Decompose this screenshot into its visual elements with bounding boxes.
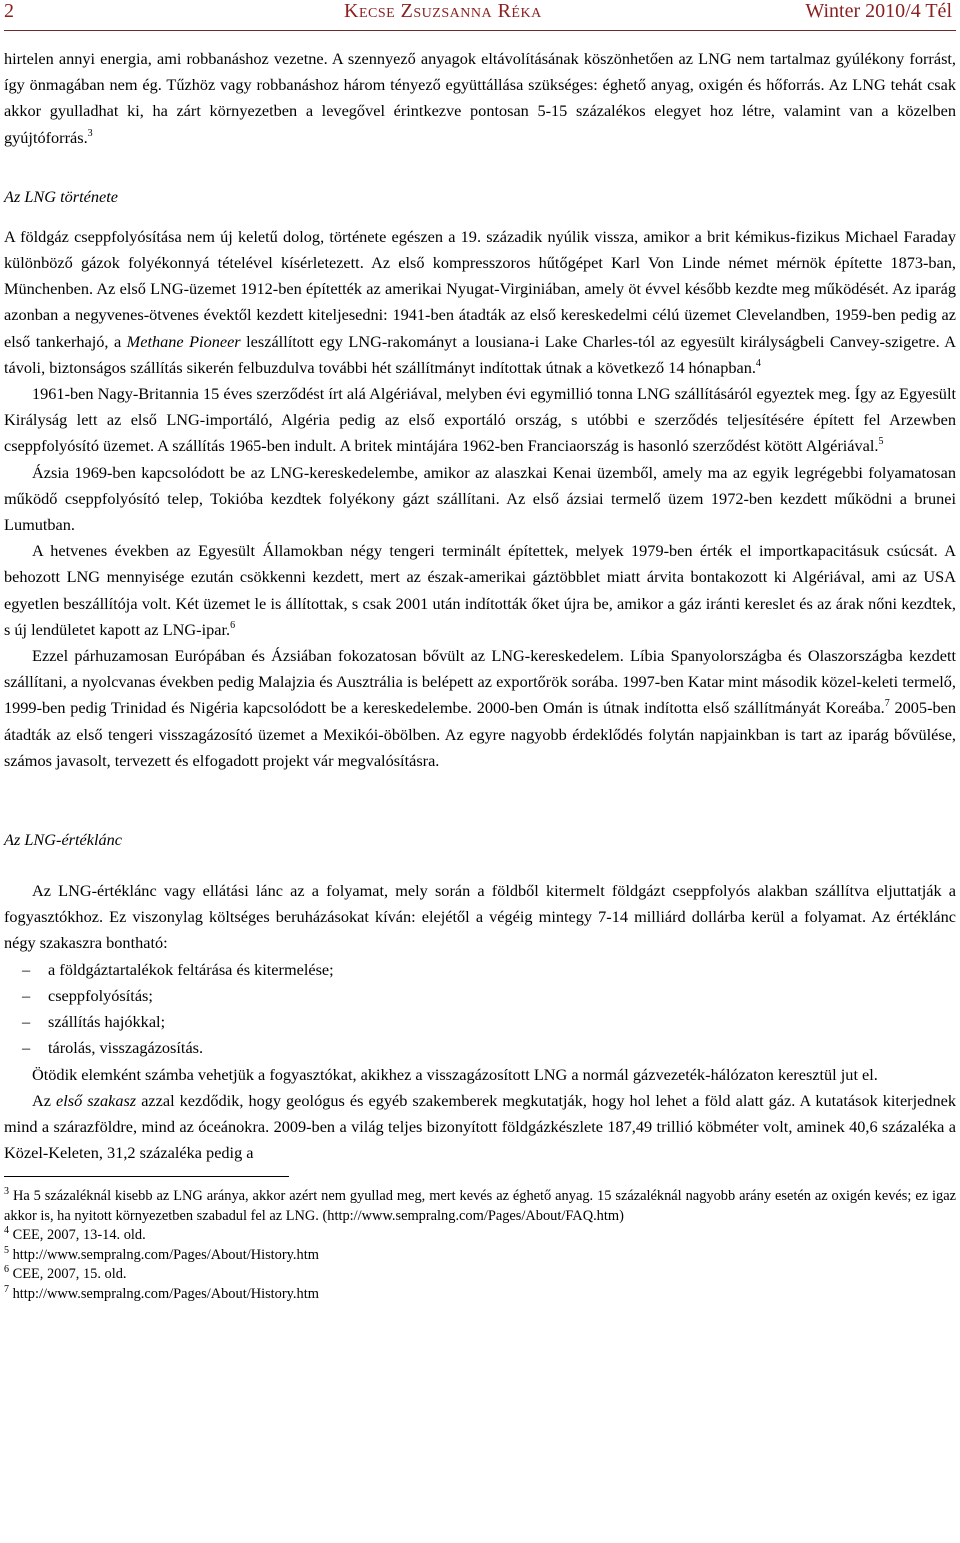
header-rule [4,30,956,31]
list-item: – szállítás hajókkal; [22,1009,956,1035]
value-chain-list [4,957,956,1062]
footnote-3: $^3$ Ha 5 százaléknál kisebb az LNG aránya, akkor azért nem gyullad meg, mert kevés az éghető anyag. 15 százaléknál nagyobb arány esetén az oxigén kevés; ez igaz akkor is, ha nyitott környezetben szabadul fel az LNG. (http://www.sempralng.com/Pages/About/FAQ.htm) [4,1186,956,1224]
footnotes [4,1187,956,1304]
history-paragraph-1: A földgáz cseppfolyósítása nem új keletű dolog, története egészen a 19. századik nyúlik vissza, amikor a brit kémikus-fizikus Michael Faraday különböző gázok folyékonnyá tételével kísérletezett. Az első kompresszoros hűtőgépet Karl Von Linde német mérnök építette 1873-ban, Münchenben. Az első LNG-üzemet 1912-ben építették az amerikai Nyugat-Virginiában, amely öt évvel később kezdte meg működését. Az iparág azonban a negyvenes-ötvenes évektől kezdett kiteljesedni: 1941-ben átadták az első kereskedelmi célú üzemet Clevelandben, 1959-ben pedig az első tankerhajó, a Methane Pioneer leszállított egy LNG-rakományt a lousiana-i Lake Charles-tól az egyesült királyságbeli Canvey-szigetre. A távoli, biztonságos szállítás sikerén felbuzdulva további hét szállítmányt indítottak útnak a következő 14 hónapban.$^4$ [4,226,957,377]
value-chain-paragraph-1: Az LNG-értéklánc vagy ellátási lánc az a folyamat, mely során a földből kitermelt földgázt cseppfolyós alakban szállítva eljuttatják a fogyasztókhoz. Ez viszonylag költséges beruházásokat kíván: elejétől a végéig mintegy 7-14 milliárd dollárba kerül a folyamat. Az értéklánc négy szakaszra bontható: [4,881,956,953]
footnote-6: $^6$ CEE, 2007, 15. old. [4,1264,127,1283]
footnote-separator [4,1176,289,1177]
footnote-4: $^4$ CEE, 2007, 13-14. old. [4,1225,146,1244]
history-paragraph-3: Ázsia 1969-ben kapcsolódott be az LNG-kereskedelembe, amikor az alaszkai Kenai üzemből, amely ma az egyik legrégebbi folyamatosan működő cseppfolyósító telep, Tokióba kezdtek folyékony gázt szállítani. Az első ázsiai termelő üzem 1972-ben kezdett működni a brunei Lumutban. [4,462,956,535]
emphasis-first-stage: első szakasz [56,1090,137,1110]
header-issue: Winter 2010/4 Tél [805,0,952,22]
footnote-7: $^7$ http://www.sempralng.com/Pages/About/History.htm [4,1283,319,1302]
section-heading-history: Az LNG története [4,186,118,206]
value-chain-paragraph-3: Az első szakasz azzal kezdődik, hogy geológus és egyéb szakemberek megkutatják, hogy hol lehet a föld alatt gáz. A kutatások kiterjednek mind a szárazföldre, mind az óceánokra. 2009-ben a világ teljes bizonyított földgázkészlete 187,49 trillió köbméter volt, aminek 40,6 százaléka a Közel-Keleten, 31,2 százaléka pedig a [4,1090,957,1163]
ship-name: Methane Pioneer [126,331,241,351]
intro-paragraph: hirtelen annyi energia, ami robbanáshoz vezetne. A szennyező anyagok eltávolításának köszönhetően az LNG nem tartalmaz gyúlékony forrást, így önmagában nem ég. Tűzhöz vagy robbanáshoz három tényező együttállása szükséges: éghető anyag, oxigén és hőforrás. Az LNG tehát csak akkor gyulladhat ki, ha zárt környezetben a levegővel érintkezve pontosan 5-15 százalékos elegyet hoz létre, valamint van a közelben gyújtóforrás.$^3$ [4,49,956,147]
section-heading-value-chain: Az LNG-értéklánc [4,830,123,850]
page-number: 2 [4,0,14,22]
history-paragraph-2: 1961-ben Nagy-Britannia 15 éves szerződést írt alá Algériával, melyben évi egymillió tonna LNG szállításáról egyeztek meg. Így az Egyesült Királyság lett az első LNG-importáló, Algéria pedig az első exportáló ország, s utóbbi e szerződés teljesítésére épített fel Arzewben cseppfolyósító üzemet. A szállítás 1965-ben indult. A britek mintájára 1962-ben Franciaország is hasonló szerződést kötött Algériával.$^5$ [4,384,956,456]
footnote-ref: 5 [878,436,884,448]
footnote-ref: 4 [755,357,761,369]
footnote-ref: 7 [884,698,890,710]
footnote-ref: 3 [87,127,93,139]
history-paragraph-4: A hetvenes években az Egyesült Államokban négy tengeri terminált építettek, melyek 1979-ben érték el importkapacitásuk csúcsát. A behozott LNG mennyisége ezután csökkenni kezdett, mert az észak-amerikai gáztöbblet miatt árvita bontakozott ki Algériával, ami az USA egyetlen beszállítója volt. Két üzemet le is állítottak, s csak 2001 után indították őket újra be, amikor a gáz iránti kereslet és az árak nőni kezdtek, s új lendületet kapott az LNG-ipar.$^6$ [4,541,956,639]
history-paragraph-5: Ezzel párhuzamosan Európában és Ázsiában fokozatosan bővült az LNG-kereskedelem. Líbia Spanyolországba és Olaszországba kezdett szállítani, a nyolcvanas években pedig Malajzia és Ausztrália is belépett az exportőrök sorába. 1997-ben Katar mint második közel-keleti termelő, 1999-ben pedig Trinidad és Nigéria kapcsolódott be a kereskedelembe. 2000-ben Omán is útnak indította első szállítmányát Koreába.$^7$ 2005-ben átadták az első tengeri visszagázosító üzemet a Mexikói-öbölben. Az egyre nagyobb érdeklődés folytán napjainkban is tart az iparág bővülése, számos javasolt, tervezett és elfogadott projekt vár megvalósításra. [4,646,956,770]
list-item: – tárolás, visszagázosítás. [22,1035,956,1061]
value-chain-paragraph-2: Ötödik elemként számba vehetjük a fogyasztókat, akikhez a visszagázosított LNG a normál gázvezeték-hálózaton keresztül jut el. [32,1064,878,1084]
running-header [4,0,956,30]
footnote-ref: 6 [230,619,236,631]
header-author: Kecse Zsuzsanna Réka [344,0,542,22]
list-item: – a földgáztartalékok feltárása és kitermelése; [22,957,956,983]
list-item: – cseppfolyósítás; [22,983,956,1009]
footnote-5: $^5$ http://www.sempralng.com/Pages/About/History.htm [4,1244,319,1263]
